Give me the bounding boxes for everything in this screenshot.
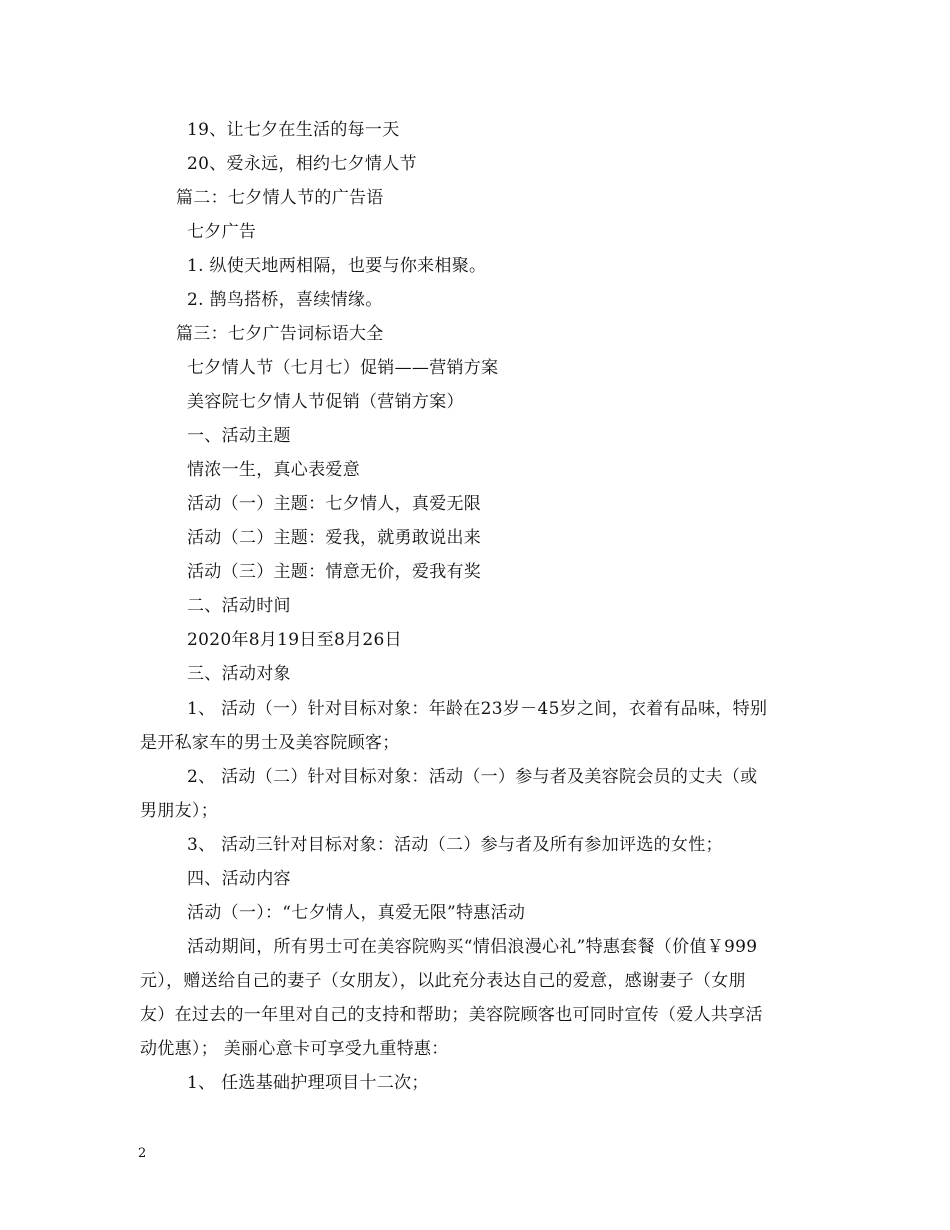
text-line: 活动（一）：“七夕情人，真爱无限”特惠活动 [187,903,526,923]
text-line: 20、爱永远，相约七夕情人节 [187,154,417,174]
text-line: 二、活动时间 [187,596,291,616]
text-line: 1、 任选基础护理项目十二次； [187,1073,429,1093]
text-line: 七夕情人节（七月七）促销——营销方案 [187,358,499,378]
text-line: 男朋友）； [140,801,218,821]
text-line: 19、让七夕在生活的每一天 [187,120,400,140]
text-line: 情浓一生，真心表爱意 [187,460,360,480]
text-line: 友）在过去的一年里对自己的支持和帮助；美容院顾客也可同时宣传（爱人共享活 [140,1005,763,1025]
text-line: 是开私家车的男士及美容院顾客； [140,733,400,753]
text-line: 活动（一）主题：七夕情人，真爱无限 [187,494,482,514]
text-line: 1. 纵使天地两相隔，也要与你来相聚。 [187,256,487,276]
text-line: 2020年8月19日至8月26日 [187,630,402,650]
text-line: 七夕广告 [187,222,257,242]
text-line: 活动（二）主题：爱我，就勇敢说出来 [187,528,482,548]
text-line: 三、活动对象 [187,664,291,684]
page-number: 2 [138,1146,147,1161]
text-line: 动优惠）； 美丽心意卡可享受九重特惠： [140,1039,449,1059]
text-line: 美容院七夕情人节促销（营销方案） [187,392,464,412]
text-line: 活动（三）主题：情意无价，爱我有奖 [187,562,482,582]
text-line: 2、 活动（二）针对目标对象：活动（一）参与者及美容院会员的丈夫（或 [187,767,758,787]
text-line: 元），赠送给自己的妻子（女朋友），以此充分表达自己的爱意，感谢妻子（女朋 [140,971,746,991]
text-line: 3、 活动三针对目标对象：活动（二）参与者及所有参加评选的女性； [187,835,723,855]
section-heading: 篇二：七夕情人节的广告语 [176,188,384,208]
text-line: 1、 活动（一）针对目标对象：年龄在23岁－45岁之间，衣着有品味，特别 [187,699,768,719]
text-line: 四、活动内容 [187,869,291,889]
text-line: 活动期间，所有男士可在美容院购买“情侣浪漫心礼”特惠套餐（价值￥999 [187,937,758,957]
text-line: 一、活动主题 [187,426,291,446]
section-heading: 篇三：七夕广告词标语大全 [176,324,384,344]
text-line: 2. 鹊鸟搭桥，喜续情缘。 [187,290,383,310]
